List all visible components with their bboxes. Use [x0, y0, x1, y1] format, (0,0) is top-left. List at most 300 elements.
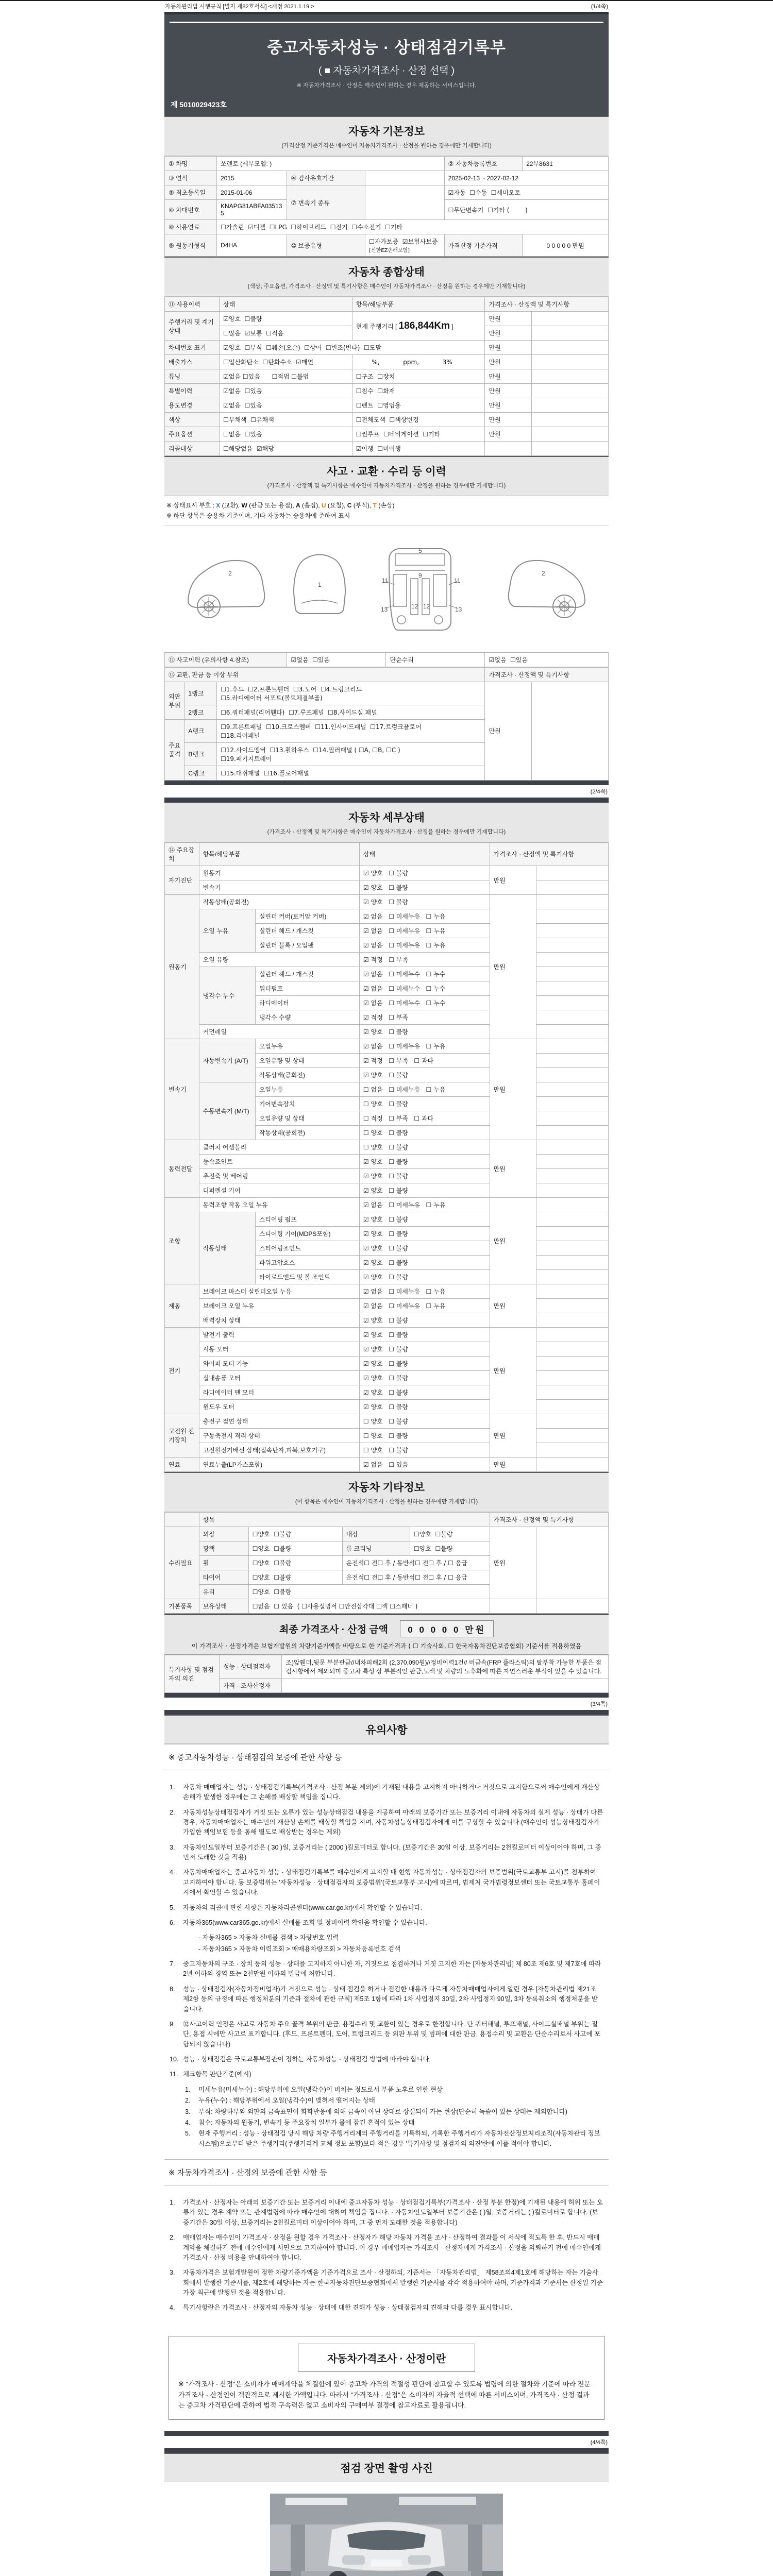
section-other-title: 자동차 기타정보	[348, 1481, 425, 1494]
notice-item: 1. 자동차 매매업자는 성능 · 상태점검기록부(가격조사 · 산정 부분 제외)에 기재된 내용을 고지하지 아니하거나 거짓으로 고지함으로써 매수인에게 재산상 손해가 발생한 경우에는 그 손해를 배상할 책임을 집니다.	[170, 1783, 600, 1801]
overall-status-table	[164, 297, 609, 456]
rank2-label: 2랭크	[184, 705, 217, 719]
rankA-label: A랭크	[184, 719, 217, 742]
note-cell	[536, 1356, 609, 1370]
rankC-label: C랭크	[184, 766, 217, 780]
detail-price: 만원	[490, 1197, 536, 1284]
main-frame-label: 주요골격	[165, 719, 184, 780]
notice-item: 11. 체크항목 판단기준(예시)	[170, 2071, 251, 2078]
detail-item: 등속죠인트	[199, 1154, 359, 1168]
simple-repair-label: 단순수리	[386, 652, 485, 667]
document-subtitle: ( ■ 자동차가격조사 · 산정 선택 )	[318, 65, 455, 76]
other-header-spacer	[165, 1512, 199, 1527]
page-separator	[164, 1693, 609, 1698]
at-label: 자동변속기 (A/T)	[199, 1039, 255, 1082]
state-code-legend: ※ 상태표시 부호 : X (교환), W (판금 또는 용접), A (흠집), U (요철), C (부식), T (손상) ※ 하단 항목은 승용차 기준이며, 기타 자동차는 승용차에 준하여 표시	[164, 496, 609, 526]
diagram-label-12-left: 12	[411, 602, 418, 610]
detail-state: ☑ 없음 ☐ 미세누유 ☐ 누유	[359, 923, 490, 938]
detail-price: 만원	[490, 1414, 536, 1457]
section-accident-title: 사고 · 교환 · 수리 등 이력	[327, 466, 446, 478]
outer-panel-label: 외판부위	[165, 682, 184, 719]
page-separator	[164, 781, 609, 785]
detail-state: ☑ 없음 ☐ 미세누유 ☐ 누유	[359, 1039, 490, 1053]
detail-state: ☐ 양호 ☐ 불량	[359, 1414, 490, 1428]
detail-state: ☑ 없음 ☐ 미세누수 ☐ 누수	[359, 967, 490, 981]
notice-item: 1. 가격조사 · 산정자는 아래의 보증기간 또는 보증거리 이내에 중고자동차 성능 · 상태점검기록부(가격조사 · 산정 부분 한정)에 기재된 내용에 허위 또는 오류가 있는 경우 계약 또는 관계법령에 따라 매수인에 대하여 책임을 집니다. · 자동차인도일부터 보증기간은 ( )일, 보증거리는 ( )킬로미터로 합니다. (보증기간은 30일 이상, 보증거리는 2천킬로미터 이상이어야 하며, 그 중 먼저 도래한 것을 적용합니다)	[170, 2199, 603, 2226]
note-cell	[536, 1428, 609, 1443]
note-cell	[532, 413, 609, 427]
notice-item: 2. 누유(누수) : 해당부위에서 오일(냉각수)이 맺혀서 떨어지는 상태	[185, 2097, 375, 2105]
detail-state: ☑ 양호 ☐ 불량	[359, 894, 490, 909]
detail-item: 충전구 절연 상태	[199, 1414, 359, 1428]
diagram-label-fender-right: 2	[542, 569, 545, 577]
warranty-checks: ☐자가보증 ☑보험사보증 [신한EZ손해보험]	[365, 234, 445, 257]
inspector-label: 성능 · 상태점검자	[220, 1655, 282, 1678]
detail-item: 클러치 어셈블리	[199, 1140, 359, 1154]
price-cell: 만원	[485, 413, 532, 427]
group-powertrain: 동력전달	[165, 1140, 199, 1197]
section-basic-title: 자동차 기본정보	[348, 126, 425, 138]
detail-state: ☑ 양호 ☐ 불량	[359, 1342, 490, 1356]
code-a: A	[296, 502, 300, 509]
note-cell	[536, 1125, 609, 1140]
engine-type-label: ⑨ 원동기형식	[165, 234, 217, 257]
detail-item: 윈도우 모터	[199, 1399, 359, 1414]
detail-header-price: 가격조사 · 산정액 및 특기사항	[490, 842, 608, 866]
rankC-items: ☐15.대쉬패널 ☐16.플로어패널	[217, 766, 485, 780]
note-cell	[536, 1168, 609, 1183]
note-cell	[536, 1527, 609, 1599]
row-item: ☐전체도색 ☐색상변경	[352, 413, 485, 427]
note-cell	[536, 967, 609, 981]
note-cell	[536, 1370, 609, 1385]
detail-subitem: 작동상태(공회전)	[255, 1125, 359, 1140]
detail-state: ☐ 양호 ☐ 불량	[359, 1096, 490, 1111]
row-label: 색상	[165, 413, 220, 427]
group-fuel: 연료	[165, 1457, 199, 1471]
basic-info-table	[164, 156, 609, 257]
detail-state: ☑ 양호 ☐ 불량	[359, 1154, 490, 1168]
detail-state: ☑ 없음 ☐ 미세누유 ☐ 누유	[359, 938, 490, 952]
detail-state: ☑ 없음 ☐ 미세누유 ☐ 누유	[359, 1197, 490, 1212]
other-header-item: 항목	[199, 1512, 490, 1527]
detail-state: ☑ 양호 ☐ 불량	[359, 1255, 490, 1269]
diagram-label-13-right: 13	[455, 605, 462, 613]
row-label: 튜닝	[165, 369, 220, 384]
row-item: ☐썬루프 ☐네비게이션 ☐기타	[352, 427, 485, 442]
coolant-leak-label: 냉각수 누수	[199, 967, 255, 1024]
section-other-info	[164, 1472, 609, 1512]
note-cell	[536, 1082, 609, 1096]
note-cell	[536, 866, 609, 880]
other-state: ☐양호 ☐불량	[248, 1527, 342, 1541]
holding-price-spacer	[490, 1599, 536, 1613]
oil-leak-label: 오일 누유	[199, 909, 255, 952]
page-marker-1: (1/4쪽)	[591, 4, 608, 10]
note-cell	[536, 938, 609, 952]
note-cell	[536, 995, 609, 1010]
row-label: 주요옵션	[165, 427, 220, 442]
page-separator	[164, 2431, 609, 2436]
page-separator	[164, 1710, 609, 1715]
transmission-label: ⑦ 변속기 종류	[287, 185, 365, 220]
detail-price: 만원	[490, 866, 536, 894]
detail-item: 와이퍼 모터 기능	[199, 1356, 359, 1370]
other-item: 유리	[199, 1584, 248, 1599]
inspector-opinion: 조)앞휀더,뒷문 부분판금//내차피해2회 (2,370,090원)//정비이력1건// 비금속(FRP 플라스틱)의 탈부착 가능한 부품은 점검사항에서 제외되며 중고차 특성 상 부분적인 판금,도색 및 차량의 노후화에 따른 자연스러운 부식이 있을 수 있습니다.	[282, 1655, 609, 1678]
detail-item: 동력조향 작동 오일 누유	[199, 1197, 359, 1212]
row-item: ☑이행 ☐미이행	[352, 442, 485, 456]
row-item: %, ppm, 3%	[352, 355, 485, 369]
detail-header-device: ⑭ 주요장치	[165, 842, 199, 866]
notice-item: 4. 침수: 자동차의 원동기, 변속기 등 주요장치 일부가 물에 잠긴 흔적이 있는 상태	[185, 2119, 415, 2126]
diagram-label-12-right: 12	[423, 602, 430, 610]
detail-item: 브레이크 오일 누유	[199, 1298, 359, 1313]
other-state: ☐양호 ☐불량	[248, 1541, 342, 1555]
notice-body-2	[164, 2185, 609, 2328]
code-w: W	[241, 502, 247, 509]
price-cell: 만원	[485, 398, 532, 413]
section-overall-status	[164, 257, 609, 297]
page-separator	[164, 2448, 609, 2453]
note-cell	[532, 398, 609, 413]
final-price-amount: 0 0 0 0 0 만원	[400, 1620, 494, 1637]
note-cell	[532, 341, 609, 355]
detail-subitem: 냉각수 수량	[255, 1010, 359, 1024]
detail-item: 연료누출(LP가스포함)	[199, 1457, 359, 1471]
note-cell	[532, 326, 609, 341]
detail-price: 만원	[490, 894, 536, 1039]
note-cell	[536, 1096, 609, 1111]
note-cell	[536, 1599, 609, 1613]
row-state: ☐무채색 ☐유채색	[220, 413, 352, 427]
detail-item: 추진축 및 베어링	[199, 1168, 359, 1183]
note-cell	[536, 1327, 609, 1342]
row-label: 배출가스	[165, 355, 220, 369]
row-state: ☐없음 ☐있음	[220, 427, 352, 442]
detail-item: 커먼레일	[199, 1024, 359, 1039]
row-label: 특별이력	[165, 384, 220, 398]
other-item: 내장	[342, 1527, 410, 1541]
detail-item: 디퍼렌셜 기어	[199, 1183, 359, 1197]
rankB-label: B랭크	[184, 742, 217, 766]
row-item: ☐구조 ☐장치	[352, 369, 485, 384]
final-price-label: 최종 가격조사 · 산정 금액	[279, 1624, 388, 1635]
overall-header-price: 가격조사 · 산정액 및 특기사항	[485, 297, 609, 312]
note-cell	[536, 981, 609, 995]
remarks-table	[164, 1655, 609, 1693]
mileage-value: 186,844Km	[398, 320, 450, 331]
detail-state: ☑ 양호 ☐ 불량	[359, 1327, 490, 1342]
note-cell	[536, 923, 609, 938]
row-state: ☑없음 ☐있음	[220, 398, 352, 413]
other-state: ☐양호 ☐불량	[410, 1541, 490, 1555]
detail-state: ☐ 양호 ☐ 불량	[359, 1428, 490, 1443]
detail-item: 발전기 출력	[199, 1327, 359, 1342]
detail-state: ☑ 없음 ☐ 미세누유 ☐ 누유	[359, 909, 490, 923]
note-cell	[536, 1457, 609, 1471]
section-notice	[164, 1715, 609, 1744]
rank2-items: ☐6.쿼터패널(리어휀다) ☐7.루프패널 ☐8.사이드실 패널	[217, 705, 485, 719]
row-item: ☐렌트 ☐영업용	[352, 398, 485, 413]
appraiser-label: 가격 · 조사산정자	[220, 1678, 282, 1692]
note-cell	[532, 427, 609, 442]
appraiser-opinion	[282, 1678, 609, 1692]
section-basic-subtitle: (가격산정 기준가격은 매수인이 자동차가격조사 · 산정을 원하는 경우에만 기재합니다)	[281, 143, 492, 149]
first-reg-value: 2015-01-06	[217, 185, 287, 200]
inspection-record-document	[164, 1, 609, 2576]
exchange-price-cell: 만원	[485, 682, 532, 780]
detail-state: ☑ 양호 ☐ 불량	[359, 1356, 490, 1370]
notice-subsection-2-title: ※ 자동차가격조사 · 산정의 보증에 관한 사항 등	[164, 2159, 609, 2185]
other-state: ☐양호 ☐불량	[248, 1555, 342, 1570]
other-detail: 운전석☐ 전☐ 후 / 동반석☐ 전☐ 후 / ☐ 응급	[342, 1570, 490, 1584]
detail-header-item: 항목/해당부품	[199, 842, 359, 866]
detail-state: ☑ 양호 ☐ 불량	[359, 1067, 490, 1082]
detail-item: 라디에이터 팬 모터	[199, 1385, 359, 1399]
current-mileage: 현재 주행거리 [ 186,844Km ]	[352, 312, 485, 341]
final-price-note: 이 가격조사 · 산정가격은 보험개발원의 차량기준가액을 바탕으로 한 기준가격과 ( ☐ 기술사회, ☐ 한국자동차진단보증협회) 기준서를 적용하였음	[191, 1642, 582, 1650]
detail-subitem: 파워고압호스	[255, 1255, 359, 1269]
note-cell	[532, 384, 609, 398]
remarks-label: 특기사항 및 점검자의 의견	[165, 1655, 220, 1692]
exchange-label: ⑬ 교환, 판금 등 이상 부위	[165, 667, 485, 682]
other-item: 타이어	[199, 1570, 248, 1584]
page-separator	[164, 798, 609, 802]
detail-state: ☑ 없음 ☐ 미세누수 ☐ 누수	[359, 981, 490, 995]
year-value: 2015	[217, 171, 287, 185]
detail-state: ☐ 양호 ☐ 불량	[359, 1125, 490, 1140]
detail-state: ☑ 양호 ☐ 불량	[359, 1183, 490, 1197]
row-state: ☑없음 ☐있음 ☐적법 ☐불법	[220, 369, 352, 384]
detail-state: ☑ 적정 ☐ 부족	[359, 952, 490, 967]
detail-subitem: 스티어링 기어(MDPS포함)	[255, 1226, 359, 1241]
detail-price: 만원	[490, 1457, 536, 1471]
detail-state: ☑ 없음 ☐ 있음	[359, 1457, 490, 1471]
detail-header-state: 상태	[359, 842, 490, 866]
detail-item: 배력장치 상태	[199, 1313, 359, 1327]
detail-subitem: 워터펌프	[255, 981, 359, 995]
definition-box-text: ※ "가격조사 · 산정"은 소비자가 매매계약을 체결함에 있어 중고차 가격의 적절성 판단에 참고할 수 있도록 법령에 의한 절차와 기준에 따라 전문 가격조사 · 산정인이 객관적으로 제시한 가액입니다. 따라서 "가격조사 · 산정"은 소비자의 자율적 선택에 따른 서비스이며, 가격조사 · 산정 결과는 중고차 가격판단에 관하여 법적 구속력은 없고 소비자의 구매여부 결정에 참고자료로 활용됩니다.	[178, 2380, 591, 2410]
row-state: ☐일산화탄소 ☐탄화수소 ☑매연	[220, 355, 352, 369]
diagram-label-11-left: 11	[382, 577, 389, 584]
mt-label: 수동변속기 (M/T)	[199, 1082, 255, 1140]
section-overall-subtitle: (색상, 주요옵션, 가격조사 · 산정액 및 특기사항은 매수인이 자동차가격조사 · 산정을 원하는 경우에만 기재합니다)	[247, 283, 526, 290]
group-selfdiag: 자기진단	[165, 866, 199, 894]
group-brake: 제동	[165, 1284, 199, 1327]
row-label: 리콜대상	[165, 442, 220, 456]
code-x: X	[216, 502, 221, 509]
detail-state: ☑ 없음 ☐ 미세누수 ☐ 누수	[359, 995, 490, 1010]
basic-items-label: 기본품목	[165, 1599, 199, 1613]
exchange-rank-table	[164, 667, 609, 781]
note-cell	[536, 1212, 609, 1226]
code-t: T	[373, 502, 377, 509]
warranty-insurer: [신한EZ손해보험]	[369, 248, 410, 253]
detail-state: ☐ 양호 ☐ 불량	[359, 1443, 490, 1457]
price-cell: 만원	[485, 427, 532, 442]
notice-subsection-1-title: ※ 중고자동차성능 · 상태점검의 보증에 관한 사항 등	[164, 1744, 609, 1770]
detail-state: ☑ 양호 ☐ 불량	[359, 1241, 490, 1255]
transmission-checks-1: ☑자동 ☐수동 ☐세미오토	[444, 185, 608, 200]
detail-subitem: 실린더 헤드 / 개스킷	[255, 923, 359, 938]
inspection-photo-front	[270, 2494, 503, 2576]
simple-repair-checks: ☑없음 ☐있음	[485, 652, 609, 667]
vin-value: KNAPG81ABFA035135	[217, 200, 287, 220]
diagram-label-5: 5	[418, 547, 422, 554]
detail-item: 원동기	[199, 866, 359, 880]
detail-subitem: 기어변속장치	[255, 1096, 359, 1111]
accident-history-checks: ☑없음 ☐있음	[287, 652, 386, 667]
detail-item: 고전원전기배선 상태(접속단자,피복,보호기구)	[199, 1443, 359, 1457]
notice-item: 10. 성능 · 상태점검은 국토교통부장관이 정하는 자동차성능 · 상태점검 방법에 따라야 합니다.	[170, 2056, 431, 2063]
holding-label: 보유상태	[199, 1599, 248, 1613]
overall-header-state: 상태	[220, 297, 352, 312]
code-u: U	[321, 502, 326, 509]
other-state: ☐양호 ☐불량	[248, 1570, 342, 1584]
page-marker-2: (2/4쪽)	[590, 788, 608, 795]
detail-item: 시동 모터	[199, 1342, 359, 1356]
row-item: ☐침수 ☐화재	[352, 384, 485, 398]
detail-subitem: 오일유량 및 상태	[255, 1053, 359, 1067]
detail-status-table	[164, 842, 609, 1472]
price-cell: 만원	[485, 384, 532, 398]
fuel-label: ⑧ 사용연료	[165, 220, 217, 234]
price-cell	[485, 442, 532, 456]
detail-subitem: 오일유량 및 상태	[255, 1111, 359, 1125]
accident-history-table	[164, 652, 609, 667]
note-cell	[536, 1298, 609, 1313]
note-cell	[536, 1067, 609, 1082]
section-basic-info	[164, 116, 609, 156]
other-item: 룸 크리닝	[342, 1541, 410, 1555]
note-cell	[536, 1010, 609, 1024]
reg-no-value: 22부8631	[523, 157, 609, 171]
notice-item: 5. 현재 주행거리 : 성능 · 상태점검 당시 해당 차량 주행거리계의 주행거리를 기록하되, 기록한 주행거리가 자동차전산정보처리조직(자동차관리 정보시스템)으로부터 받은 주행거리(주행거리계 교체 정보 포함)보다 적은 경우 '특기사항 및 점검자의 의견'란에 이를 적어야 합니다.	[185, 2130, 600, 2147]
detail-item: 브레이크 마스터 실린더오일 누유	[199, 1284, 359, 1298]
detail-price: 만원	[490, 1039, 536, 1140]
fuel-checks: ☐가솔린 ☑디젤 ☐LPG ☐하이브리드 ☐전기 ☐수소전기 ☐기타	[217, 220, 609, 234]
detail-price: 만원	[490, 1140, 536, 1197]
detail-item: 작동상태(공회전)	[199, 894, 359, 909]
notice-item: 5. 자동차의 리콜에 관한 사항은 자동차리콜센터(www.car.go.kr)에서 확인할 수 있습니다.	[170, 1904, 423, 1911]
detail-state: ☐ 양호 ☐ 불량	[359, 1140, 490, 1154]
rank1-label: 1랭크	[184, 682, 217, 705]
definition-box-title: 자동차가격조사 · 산정이란	[298, 2344, 475, 2372]
detail-state: ☐ 적정 ☐ 부족 ☐ 과다	[359, 1111, 490, 1125]
group-electric: 전기	[165, 1327, 199, 1414]
rankA-items: ☐9.프론트패널 ☐10.크로스멤버 ☐11.인사이드패널 ☐17.트렁크플로어 ☐18.리어패널	[217, 719, 485, 742]
steering-work-label: 작동상태	[199, 1212, 255, 1284]
price-cell: 만원	[485, 369, 532, 384]
code-c: C	[347, 502, 352, 509]
section-detail-status	[164, 802, 609, 842]
note-cell	[532, 369, 609, 384]
note-cell	[536, 1342, 609, 1356]
inspection-period-value: 2025-02-13 ~ 2027-02-12	[444, 171, 608, 185]
notice-item: 2. 매매업자는 매수인이 가격조사 · 산정을 원할 경우 가격조사 · 산정자가 해당 자동차 가격을 조사 · 산정하여 결과를 이 서식에 적도록 한 후, 반드시 매매계약을 체결하기 전에 매수인에게 서면으로 고지하여야 합니다. 이 경우 매매업자는 가격조사 · 산정자에게 가격조사 · 산정을 의뢰하기 전에 매수인에게 가격조사 · 산정 비용을 안내하여야 합니다.	[170, 2234, 601, 2261]
car-damage-diagram	[164, 526, 609, 652]
mileage-label: 주행거리 및 계기상태	[165, 312, 220, 341]
notice-item: 4. 특기사항란은 가격조사 · 산정자의 자동차 성능 · 상태에 대한 견해가 성능 · 상태점검자의 견해와 다를 경우 표시합니다.	[170, 2304, 513, 2312]
inspection-period-label: ④ 검사유효기간	[287, 171, 365, 185]
reg-no-label: ② 자동차등록번호	[444, 157, 523, 171]
detail-subitem: 스티어링조인트	[255, 1241, 359, 1255]
detail-state: ☑ 적정 ☐ 부족 ☐ 과다	[359, 1053, 490, 1067]
section-photos	[164, 2453, 609, 2482]
note-cell	[536, 1241, 609, 1255]
diagram-label-fender-left: 2	[228, 569, 232, 577]
overall-header-use: ⑪ 사용이력	[165, 297, 220, 312]
vin-label: ⑥ 차대번호	[165, 200, 217, 220]
detail-price: 만원	[490, 1284, 536, 1327]
notice-item: - 자동차365 > 자동차 이력조회 > 매매용차량조회 > 자동차등록번호 검색	[198, 1945, 401, 1953]
rankB-items: ☐12.사이드멤버 ☐13.휠하우스 ☐14.필러패널 ( ☐A, ☐B, ☐C ) ☐19.패키지트레이	[217, 742, 485, 766]
row-label: 차대번호 표기	[165, 341, 220, 355]
detail-state: ☑ 양호 ☐ 불량	[359, 1313, 490, 1327]
car-diagram-svg	[173, 531, 600, 642]
other-header-price: 가격조사 · 산정액 및 특기사항	[490, 1512, 608, 1527]
note-cell	[536, 880, 609, 894]
note-cell	[536, 1140, 609, 1154]
notice-item: 7. 중고자동차의 구조 · 장치 등의 성능 · 상태를 고지하지 아니한 자, 거짓으로 점검하거나 거짓 고지한 자는 [자동차관리법] 제 80조 제6호 및 제7호에 따라 2년 이하의 징역 또는 2천만원 이하의 벌금에 처합니다.	[170, 1960, 601, 1978]
detail-subitem: 타이로드엔드 및 볼 조인트	[255, 1269, 359, 1284]
detail-subitem: 실린더 커버(로커암 커버)	[255, 909, 359, 923]
diagram-label-11-right: 11	[454, 577, 461, 584]
price-survey-definition-box	[169, 2336, 604, 2420]
form-reference: 자동차관리법 시행규칙 [별지 제82호서식] <개정 2021.1.19.>	[165, 4, 314, 10]
note-cell	[532, 312, 609, 326]
mileage-state-1: ☑양호 ☐불량	[220, 312, 352, 326]
note-cell	[536, 952, 609, 967]
other-item: 광택	[199, 1541, 248, 1555]
other-state: ☐양호 ☐불량	[248, 1584, 490, 1599]
detail-subitem: 실린더 블록 / 오일팬	[255, 938, 359, 952]
transmission-checks-2: ☐무단변속기 ☐기타 ( )	[444, 200, 608, 220]
title-band	[164, 12, 609, 116]
notice-item: 3. 자동차인도일부터 보증기간은 ( 30 )일, 보증거리는 ( 2000 )킬로미터로 합니다. (보증기간은 30일 이상, 보증거리는 2천킬로미터 이상이어야 하며, 그 중 먼저 도래한 것을 적용)	[170, 1843, 601, 1861]
note-cell	[536, 1111, 609, 1125]
note-cell	[536, 1226, 609, 1241]
page-marker-3: (3/4쪽)	[590, 1701, 608, 1707]
notice-item: 6. 자동차365(www.car365.go.kr)에서 실매물 조회 및 정비이력 확인을 확인할 수 있습니다.	[170, 1919, 427, 1926]
row-state: ☐해당없음 ☑해당	[220, 442, 352, 456]
note-cell	[536, 1183, 609, 1197]
group-engine: 원동기	[165, 894, 199, 1039]
note-cell	[536, 1024, 609, 1039]
detail-state: ☑ 없음 ☐ 미세누유 ☐ 누유	[359, 1298, 490, 1313]
car-name-value: 쏘렌토 (세부모델: )	[217, 157, 445, 171]
document-title: 중고자동차성능 · 상태점검기록부	[267, 39, 506, 57]
section-detail-subtitle: (가격조사 · 산정액 및 특기사항은 매수인이 자동차가격조사 · 산정을 원하는 경우에만 기재합니다)	[267, 828, 506, 835]
detail-state: ☑ 양호 ☐ 불량	[359, 1212, 490, 1226]
note-cell	[536, 1284, 609, 1298]
notice-item: 1. 미세누유(미세누수) : 해당부위에 오일(냉각수)이 비치는 정도로서 부품 노후로 인한 현상	[185, 2086, 443, 2093]
detail-subitem: 오일누유	[255, 1082, 359, 1096]
year-label: ③ 연식	[165, 171, 217, 185]
section-accident-subtitle: (가격조사 · 산정액 및 특기사항은 매수인이 자동차가격조사 · 산정을 원하는 경우에만 기재합니다)	[267, 483, 506, 489]
engine-type-value: D4HA	[217, 234, 287, 257]
notice-item: 3. 부식: 차량하부와 외판의 금속표면이 화학반응에 의해 금속이 아닌 상태로 상실되어 가는 현상(단순히 녹슬어 있는 상태는 제외합니다)	[185, 2108, 567, 2115]
diagram-label-9: 9	[418, 571, 422, 579]
detail-state: ☑ 양호 ☐ 불량	[359, 1399, 490, 1414]
detail-state: ☐ 없음 ☐ 미세누유 ☐ 누유	[359, 1082, 490, 1096]
diagram-label-13-left: 13	[381, 605, 388, 613]
group-steering: 조향	[165, 1197, 199, 1284]
note-cell	[536, 1313, 609, 1327]
notice-item: 3. 자동차가격은 보험개발원이 정한 차량기준가액을 기준가격으로 조사 · 산정하되, 기준서는 「자동차관리법」 제58조의4제1호에 해당하는 자는 기술사회에서 발행한 기준서를, 제2호에 해당하는 자는 한국자동차진단보증협회에서 발행한 기준서를 각각 적용하여야 하며, 기준가격과 기준서는 산정일 기준 가장 최근에 발행된 것을 적용합니다.	[170, 2269, 603, 2297]
notice-body-1	[164, 1770, 609, 2159]
